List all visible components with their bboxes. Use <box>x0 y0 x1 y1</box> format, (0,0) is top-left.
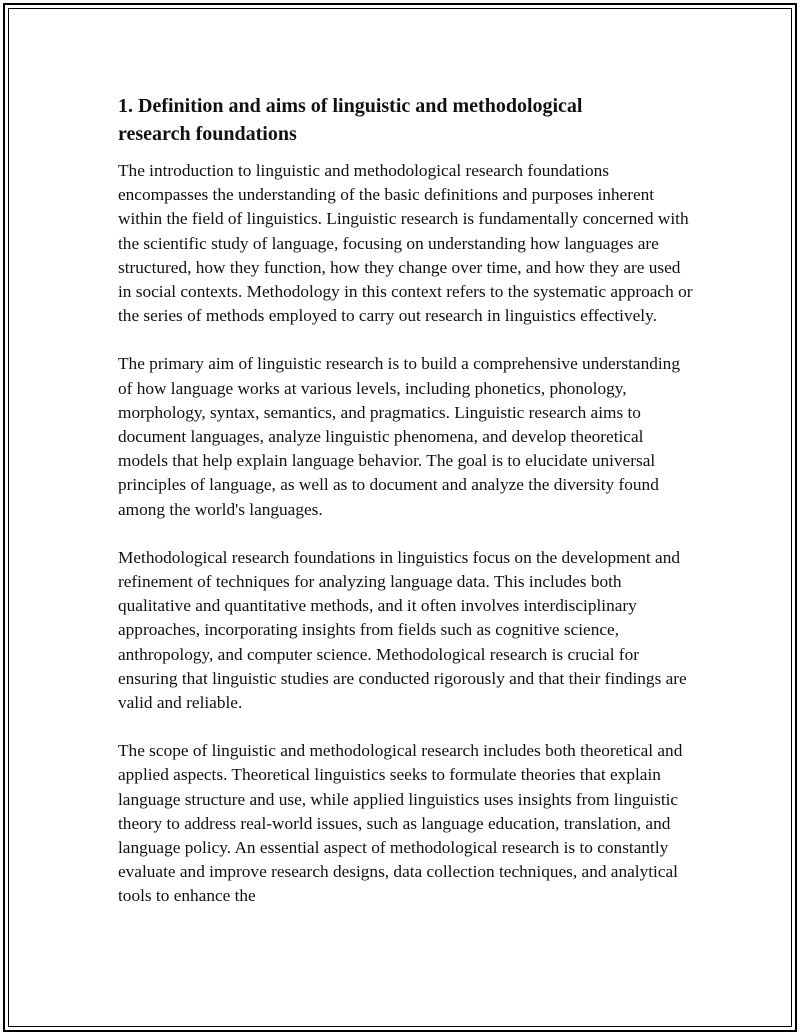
paragraph-3: Methodological research foundations in linguistics focus on the development and refinement of techniques for analyzing language data. This includes both qualitative and quantitative methods, and it often involves interdisciplinary approaches, incorporating insights from fields such as cognitive science, anthropology, and computer science. Methodological research is crucial for ensuring that linguistic studies are conducted rigorously and that their findings are valid and reliable. <box>118 547 687 713</box>
paragraph-4: The scope of linguistic and methodological research includes both theoretical and applied aspects. Theoretical linguistics seeks to formulate theories that explain language structure and use, while applied linguistics uses insights from linguistic theory to address real-world issues, such as language education, translation, and language policy. An essential aspect of methodological research is to constantly evaluate and improve research designs, data collection techniques, and analytical tools to enhance the <box>118 741 683 906</box>
paragraph-1: The introduction to linguistic and methodological research foundations encompasses the understanding of the basic definitions and purposes inherent within the field of linguistics. Linguistic research is fundamentally concerned with the scientific study of language, focusing on understanding how languages are structured, how they function, how they change over time, and how they are used in social contexts. Methodology in this context refers to the systematic approach or the series of methods employed to carry out research in linguistics effectively. <box>118 161 693 326</box>
document-content <box>118 92 698 909</box>
paragraph-2: The primary aim of linguistic research is to build a comprehensive understanding of how language works at various levels, including phonetics, phonology, morphology, syntax, semantics, and pragmatics. Linguistic research aims to document languages, analyze linguistic phenomena, and develop theoretical models that help explain language behavior. The goal is to elucidate universal principles of language, as well as to document and analyze the diversity found among the world's languages. <box>118 354 680 519</box>
body-text <box>118 159 698 909</box>
section-title: 1. Definition and aims of linguistic and methodological research foundations <box>118 95 583 145</box>
